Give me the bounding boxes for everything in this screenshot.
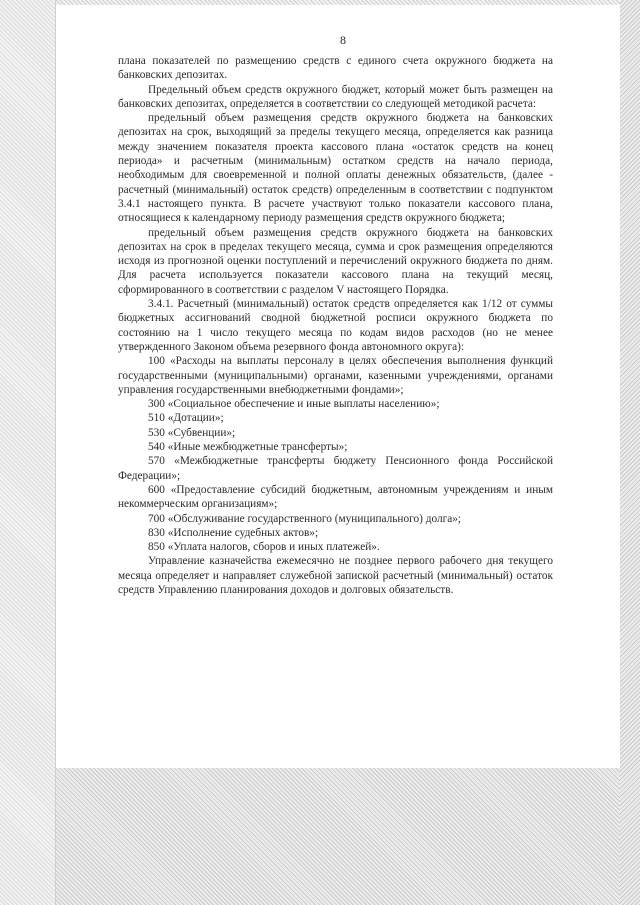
scan-bottom-area <box>56 768 620 905</box>
list-item-530: 530 «Субвенции»; <box>148 426 236 439</box>
list-item-700: 700 «Обслуживание государственного (муниципального) долга»; <box>148 512 462 525</box>
list-item-600: 600 «Предоставление субсидий бюджетным, автономным учреждениям и иным некоммерческим организациям»; <box>118 483 553 511</box>
list-item-850: 850 «Уплата налогов, сборов и иных платежей». <box>148 541 380 554</box>
list-item-540: 540 «Иные межбюджетные трансферты»; <box>148 441 348 454</box>
page-number: 8 <box>340 33 346 47</box>
list-item-300: 300 «Социальное обеспечение и иные выплаты населению»; <box>148 398 440 411</box>
paragraph-3-4-1: 3.4.1. Расчетный (минимальный) остаток средств определяется как 1/12 от суммы бюджетных ассигнований сводной бюджетной росписи окружного бюджета по состоянию на 1 число текущего месяца по кодам видов расходов (но не менее утвержденного Законом объема резервного фонда автономного округа): <box>118 298 553 353</box>
list-item-510: 510 «Дотации»; <box>148 412 224 425</box>
paragraph-continuation: плана показателей по размещению средств с единого счета окружного бюджета на банковских депозитах. <box>118 55 553 82</box>
list-item-830: 830 «Исполнение судебных актов»; <box>148 526 319 539</box>
scan-left-margin <box>0 0 56 905</box>
list-item-100: 100 «Расходы на выплаты персоналу в целях обеспечения выполнения функций государственными (муниципальными) органами, казенными учреждениями, органами управления государственными внебюджетными фондами»; <box>118 355 553 396</box>
scan-right-margin <box>620 0 640 905</box>
document-page <box>56 5 620 768</box>
paragraph-short-term-deposits: предельный объем размещения средств окружного бюджета на банковских депозитах на срок в пределах текущего месяца, сумма и срок размещения определяются исходя из прогнозной оценки поступлений и перечислений окружного бюджета по дням. Для расчета используется показатели кассового плана на текущий месяц, сформированного в соответствии с разделом V настоящего Порядка. <box>118 226 553 296</box>
document-body <box>118 5 553 597</box>
paragraph-treasury: Управление казначейства ежемесячно не позднее первого рабочего дня текущего месяца определяет и направляет служебной запиской расчетный (минимальный) остаток средств Управлению планирования доходов и долговых обязательств. <box>118 555 553 596</box>
paragraph-limit-volume: Предельный объем средств окружного бюджет, который может быть размещен на банковских депозитах, определяется в соответствии со следующей методикой расчета: <box>118 83 553 110</box>
list-item-570: 570 «Межбюджетные трансферты бюджету Пенсионного фонда Российской Федерации»; <box>118 455 553 482</box>
paragraph-long-term-deposits: предельный объем размещения средств окружного бюджета на банковских депозитах на срок, выходящий за пределы текущего месяца, определяется как разница между значением показателя проекта кассового плана «остаток средств на конец периода» и расчетным (минимальным) остатком средств на начало периода, необходимым для своевременной и полной оплаты денежных обязательств, (далее - расчетный (минимальный) остаток средств) определенным в соответствии с подпунктом 3.4.1 настоящего пункта. В расчете участвуют только показатели кассового плана, относящиеся к календарному периоду размещения средств окружного бюджета; <box>118 112 553 225</box>
